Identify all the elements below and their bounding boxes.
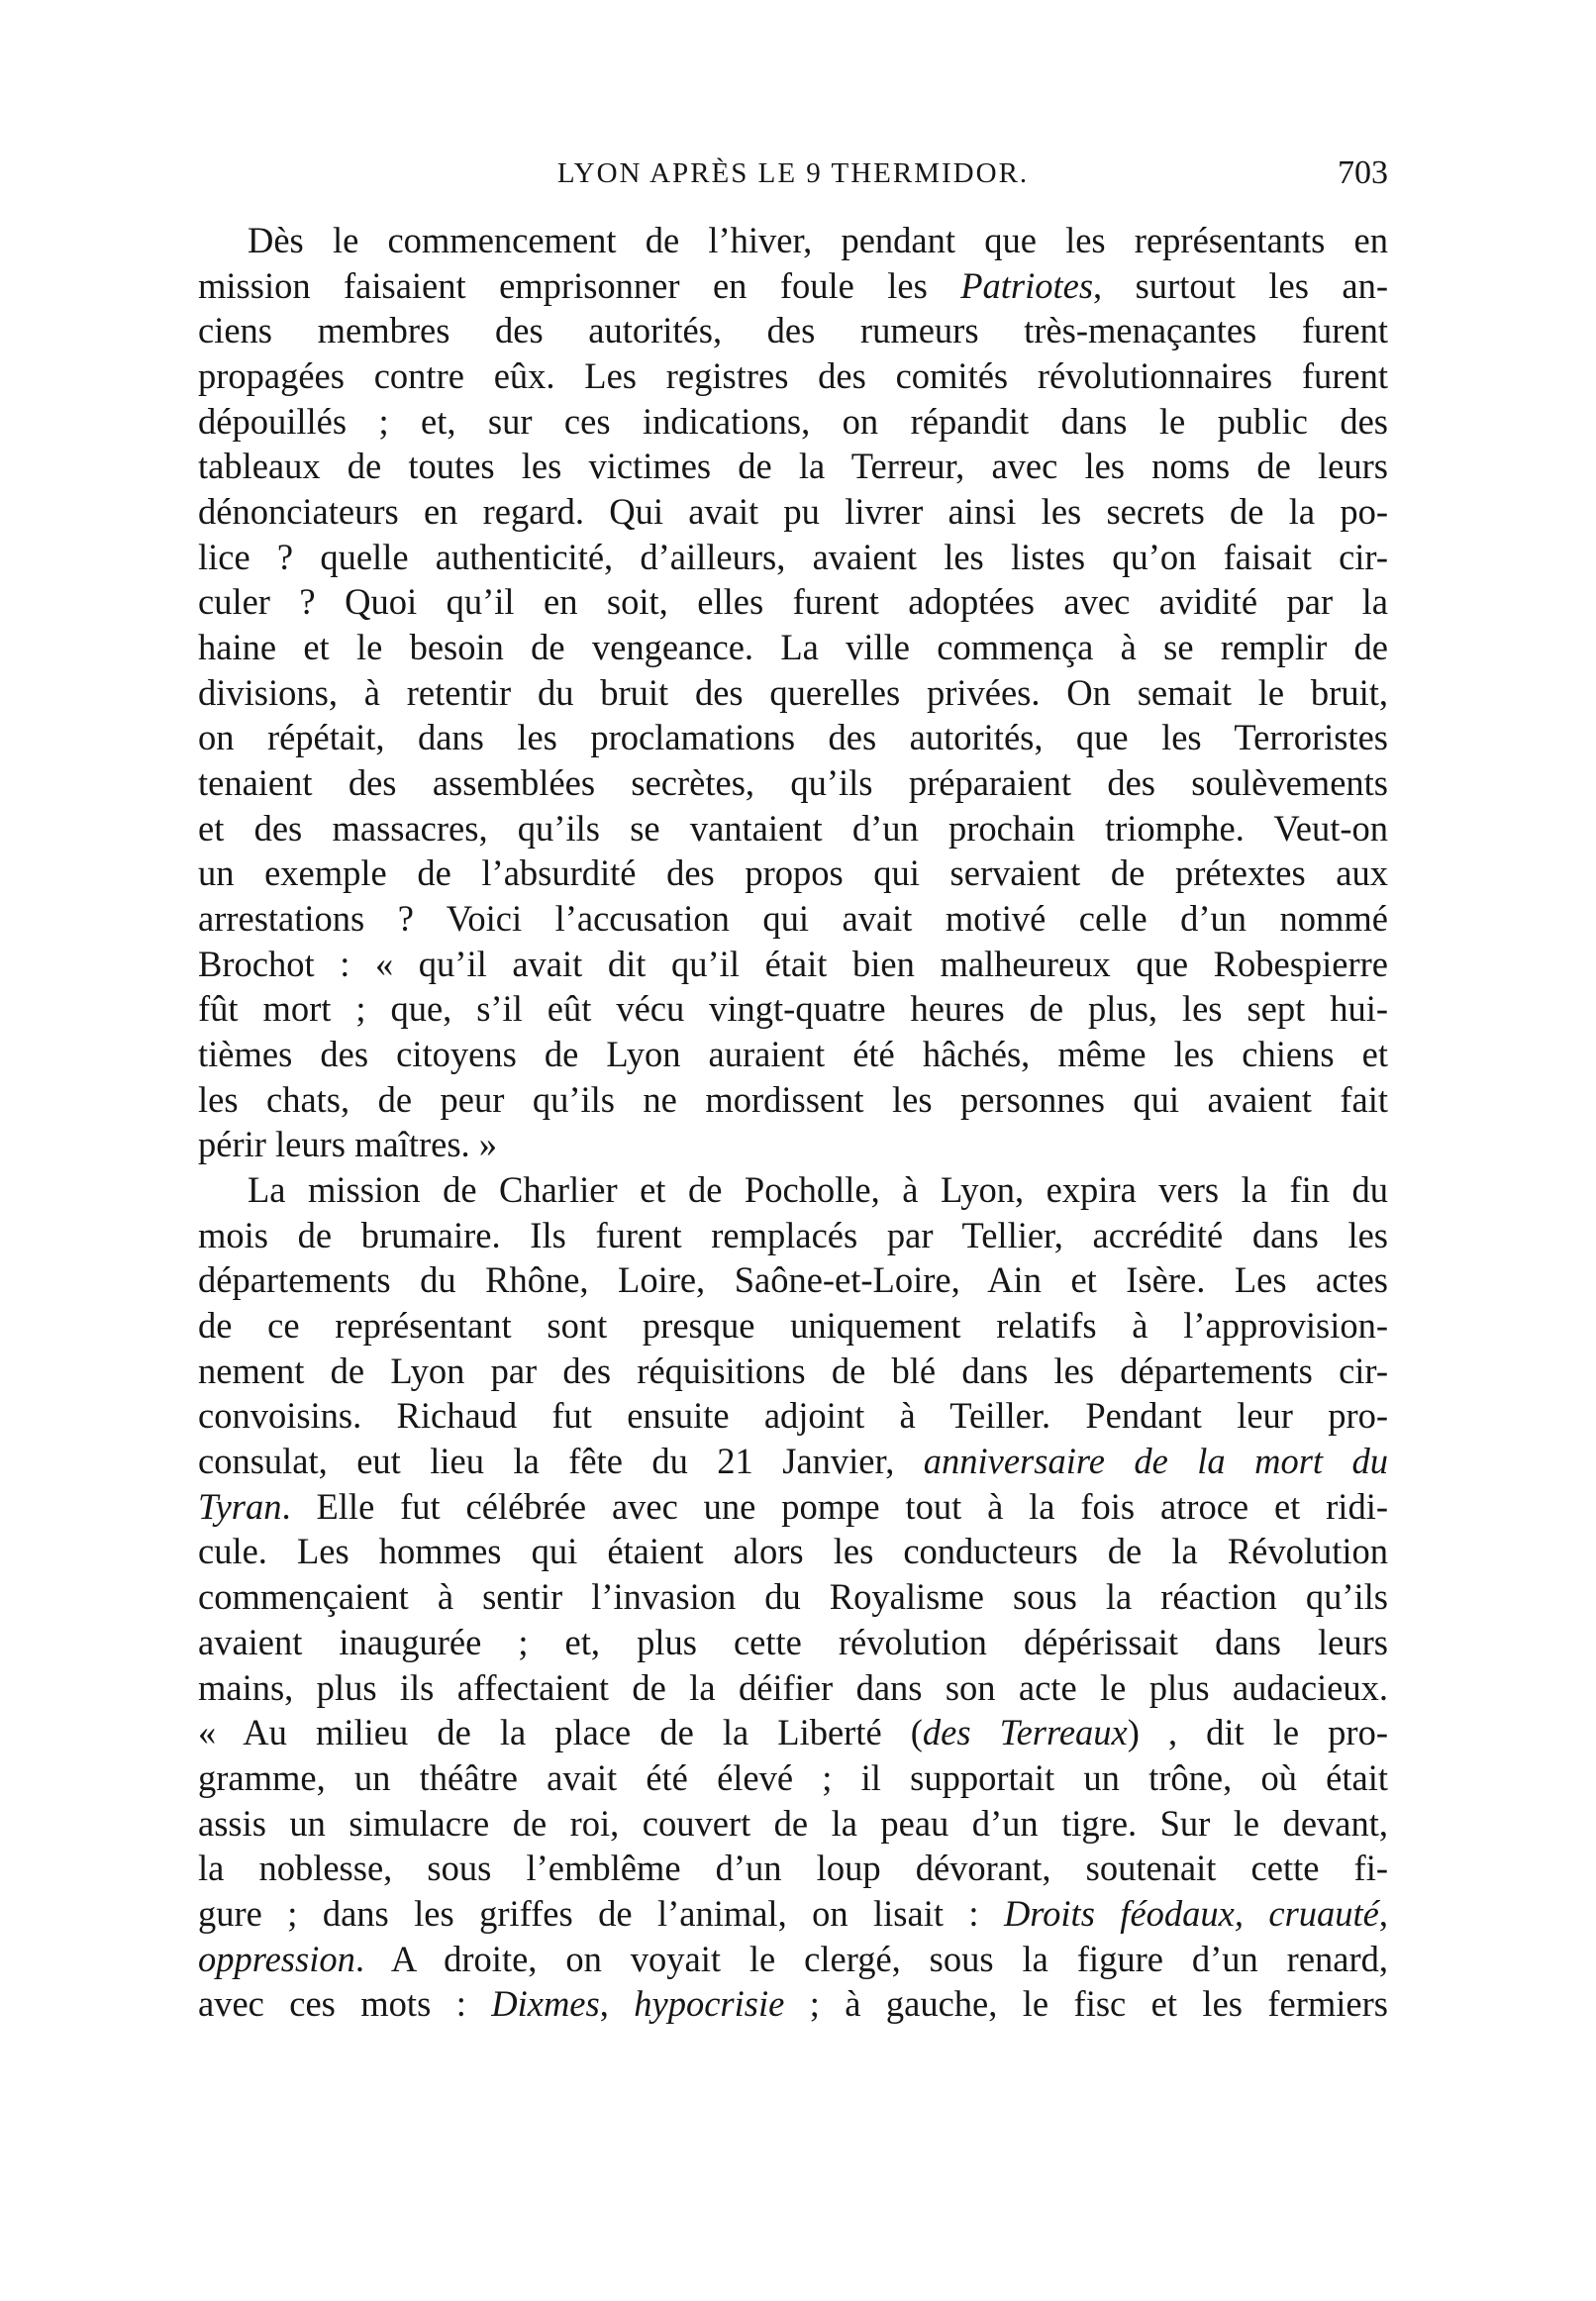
text-line [198,1484,1388,1530]
text-segment: , [599,1983,635,2025]
text-line [198,670,1388,716]
page-number: 703 [1338,154,1388,191]
text-segment: la noblesse, sous l’emblême d’un loup dévorant, soutenait cette fi- [198,1848,1388,1889]
running-title: LYON APRÈS LE 9 THERMIDOR. [556,157,1030,189]
text-segment: convoisins. Richaud fut ensuite adjoint à Teiller. Pendant leur pro- [198,1395,1388,1437]
text-segment: mois de brumaire. Ils furent remplacés par Tellier, accrédité dans les [198,1214,1388,1255]
italic-text: Patriotes [960,264,1094,306]
text-line [198,1077,1388,1123]
text-segment: « Au milieu de la place de la Liberté ( [198,1712,923,1753]
text-segment: dépouillés ; et, sur ces indications, on répandit dans le public des [198,400,1388,442]
body-text [198,218,1388,2027]
text-segment: on répétait, dans les proclamations des autorités, que les Terroristes [198,717,1388,758]
text-segment: avec ces mots : [198,1983,492,2025]
text-segment: gure ; dans les griffes de l’animal, on lisait : [198,1892,1004,1934]
text-segment: . Elle fut célébrée avec une pompe tout à la fois atroce et ridi- [281,1485,1388,1527]
text-segment: mains, plus ils affectaient de la déifier dans son acte le plus audacieux. [198,1666,1388,1708]
text-segment: ciens membres des autorités, des rumeurs très-menaçantes furent [198,310,1388,351]
text-line [198,1801,1388,1847]
text-segment: nement de Lyon par des réquisitions de blé dans les départements cir- [198,1350,1388,1391]
text-line [198,1665,1388,1711]
text-line [198,444,1388,489]
text-line [198,1846,1388,1891]
text-line [198,308,1388,353]
text-segment: les chats, de peur qu’ils ne mordissent les personnes qui avaient fait [198,1078,1388,1120]
text-segment: mission faisaient emprisonner en foule les [198,264,961,306]
italic-text: des Terreaux [922,1712,1128,1753]
text-line [198,715,1388,760]
text-line [198,399,1388,445]
text-segment: gramme, un théâtre avait été élevé ; il supportait un trône, où était [198,1756,1388,1798]
text-line [198,489,1388,535]
text-segment: lice ? quelle authenticité, d’ailleurs, avaient les listes qu’on faisait cir- [198,536,1388,577]
text-segment: propagées contre eûx. Les registres des comités révolutionnaires furent [198,355,1388,397]
text-line [198,1167,1388,1213]
text-line [198,1439,1388,1484]
text-segment: tièmes des citoyens de Lyon auraient été hâchés, même les chiens et [198,1034,1388,1075]
italic-text: hypocrisie [634,1983,785,2025]
text-segment: , [1378,1892,1389,1934]
text-line [198,579,1388,625]
text-line [198,806,1388,851]
italic-text: Dixmes [491,1983,600,2025]
text-line [198,1122,1388,1167]
text-segment: La mission de Charlier et de Pocholle, à Lyon, expira vers la fin du [248,1169,1388,1211]
text-line [198,1981,1388,2027]
italic-text: Droits féodaux, cruauté [1003,1892,1379,1934]
text-line [198,1710,1388,1755]
text-segment: fût mort ; que, s’il eût vécu vingt-quatre heures de plus, les sept hui- [198,988,1388,1030]
text-segment: périr leurs maîtres. » [198,1124,498,1165]
text-line [198,1213,1388,1258]
text-line [198,353,1388,399]
text-segment: culer ? Quoi qu’il en soit, elles furent adoptées avec avidité par la [198,581,1388,623]
text-line [198,625,1388,670]
italic-text: anniversaire de la mort du [923,1441,1388,1482]
text-segment: avaient inaugurée ; et, plus cette révolution dépérissait dans leurs [198,1621,1388,1662]
text-segment: ; à gauche, le fisc et les fermiers [784,1983,1388,2025]
text-segment: divisions, à retentir du bruit des querelles privées. On semait le bruit, [198,671,1388,713]
text-segment: haine et le besoin de vengeance. La ville commença à se remplir de [198,627,1388,668]
text-segment: arrestations ? Voici l’accusation qui avait motivé celle d’un nommé [198,898,1388,940]
text-line [198,1937,1388,1982]
text-line [198,896,1388,942]
text-line [198,1755,1388,1801]
italic-text: Tyran [198,1485,282,1527]
text-line [198,263,1388,309]
text-segment: tableaux de toutes les victimes de la Terreur, avec les noms de leurs [198,446,1388,487]
text-segment: cule. Les hommes qui étaient alors les conducteurs de la Révolution [198,1531,1388,1572]
text-segment: . A droite, on voyait le clergé, sous la figure d’un renard, [354,1938,1388,1979]
text-line [198,760,1388,806]
text-segment: départements du Rhône, Loire, Saône-et-Loire, Ain et Isère. Les actes [198,1259,1388,1301]
text-segment: Brochot : « qu’il avait dit qu’il était bien malheureux que Robespierre [198,943,1388,984]
text-segment: assis un simulacre de roi, couvert de la peau d’un tigre. Sur le devant, [198,1802,1388,1844]
text-segment: tenaient des assemblées secrètes, qu’ils préparaient des soulèvements [198,762,1388,804]
text-segment: de ce représentant sont presque uniquement relatifs à l’approvision- [198,1305,1388,1347]
text-segment: un exemple de l’absurdité des propos qui servaient de prétextes aux [198,852,1388,894]
text-segment: ) , dit le pro- [1127,1712,1388,1753]
italic-text: oppression [198,1938,355,1979]
text-line [198,1303,1388,1349]
text-line [198,218,1388,263]
text-line [198,942,1388,987]
text-line [198,1529,1388,1574]
text-line [198,1574,1388,1620]
text-line [198,1891,1388,1937]
running-header [198,149,1388,198]
text-line [198,1032,1388,1077]
text-line [198,986,1388,1032]
text-line [198,1620,1388,1665]
text-segment: et des massacres, qu’ils se vantaient d’un prochain triomphe. Veut-on [198,807,1388,849]
text-line [198,535,1388,580]
text-segment: dénonciateurs en regard. Qui avait pu livrer ainsi les secrets de la po- [198,491,1388,533]
text-line [198,1349,1388,1394]
text-segment: Dès le commencement de l’hiver, pendant que les représentants en [248,220,1388,260]
text-segment: , surtout les an- [1093,264,1388,306]
text-line [198,1257,1388,1303]
text-line [198,1393,1388,1439]
text-segment: consulat, eut lieu la fête du 21 Janvier, [198,1441,924,1482]
text-line [198,850,1388,896]
text-segment: commençaient à sentir l’invasion du Royalisme sous la réaction qu’ils [198,1576,1388,1618]
